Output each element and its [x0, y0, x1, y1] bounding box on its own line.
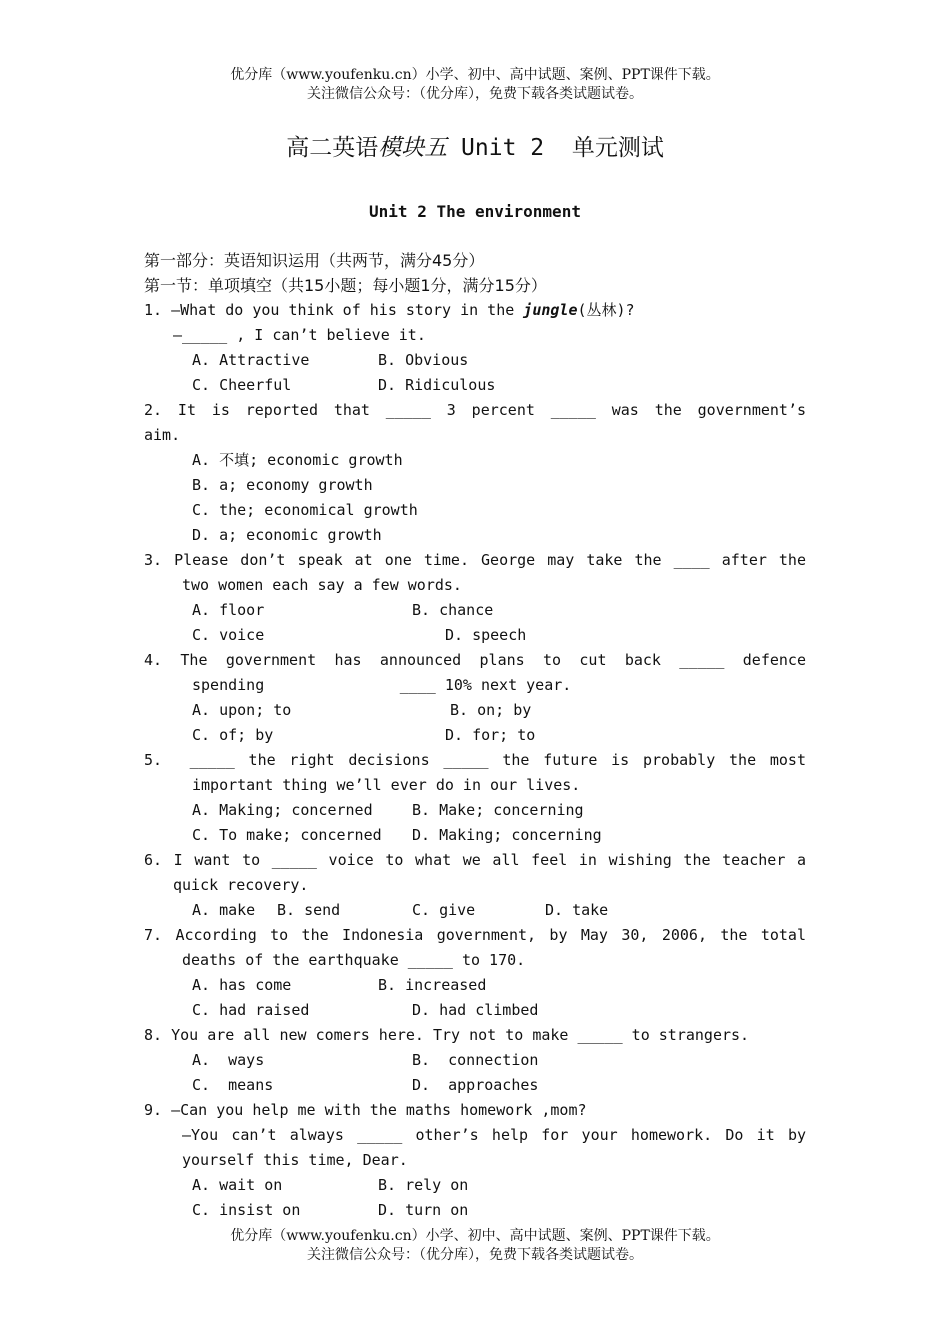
page-footer: [0, 1227, 950, 1265]
question-9: 9. —Can you help me with the maths homework ,mom? —You can’t always _____ other’s help for your homework. Do it by yourself this time, Dear. A. wait on B. rely on C. insist on D. turn on: [144, 1101, 806, 1219]
question-7: 7. According to the Indonesia government, by May 30, 2006, the total deaths of the earthquake _____ to 170. A. has come B. increased C. had raised D. had climbed: [144, 926, 806, 1019]
question-8: 8. You are all new comers here. Try not to make _____ to strangers. A. ways B. connection C. means D. approaches: [144, 1026, 750, 1094]
page-header: [0, 66, 950, 104]
question-5: 5. _____ the right decisions _____ the future is probably the most important thing we’ll ever do in our lives. A. Making; concerned B. Make; concerning C. To make; concerned D. Making; concerning: [144, 751, 806, 844]
page-title: 高二英语模块五 Unit 2 单元测试: [286, 135, 664, 161]
page-subtitle: Unit 2 The environment: [369, 202, 581, 221]
exam-content: [144, 248, 806, 1223]
question-6: 6. I want to _____ voice to what we all feel in wishing the teacher a quick recovery. A. make B. send C. give D. take: [144, 851, 806, 919]
section-heading: 第一部分：英语知识运用（共两节，满分45分）: [144, 251, 485, 270]
header-line-2: 关注微信公众号：（优分库），免费下载各类试题试卷。: [307, 86, 643, 102]
question-2: 2. It is reported that _____ 3 percent _____ was the government’s aim. A. 不填; economic growth B. a; economy growth C. the; economical growth D. a; economic growth: [144, 401, 806, 544]
header-line-1: 优分库（www.youfenku.cn）小学、初中、高中试题、案例、PPT课件下载。: [230, 67, 720, 83]
question-3: 3. Please don’t speak at one time. George may take the ____ after the two women each say a few words. A. floor B. chance C. voice D. speech: [144, 551, 806, 644]
question-1: 1. —What do you think of his story in the jungle(丛林)? —_____ , I can’t believe it. A. Attractive B. Obvious C. Cheerful D. Ridiculous: [144, 301, 635, 394]
subsection-heading: 第一节：单项填空（共15小题；每小题1分，满分15分）: [144, 276, 547, 295]
question-4: 4. The government has announced plans to cut back _____ defence spending ____ 10% next year. A. upon; to B. on; by C. of; by D. for; to: [144, 651, 806, 744]
footer-line-2: 关注微信公众号：（优分库），免费下载各类试题试卷。: [307, 1247, 643, 1263]
footer-line-1: 优分库（www.youfenku.cn）小学、初中、高中试题、案例、PPT课件下载。: [230, 1228, 720, 1244]
